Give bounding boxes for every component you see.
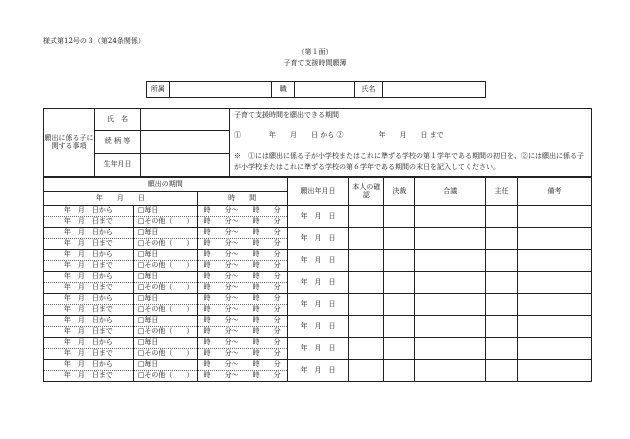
relation-label: 続 柄 等 (95, 131, 141, 154)
row-decision[interactable] (384, 272, 415, 294)
table-row (44, 206, 592, 217)
rank-field[interactable] (295, 82, 355, 98)
eligible-period-note: ※ ①には願出に係る子が小学校またはこれに準ずる学校の第１学年である期間の初日を、②には願出に係る子が小学校またはこれに準ずる学校の第６学年である期間の末日を記入してください。 (234, 152, 584, 171)
table-row (44, 272, 592, 283)
every-day-checkbox[interactable]: □毎日 (133, 206, 197, 217)
row-confirm[interactable] (349, 338, 384, 360)
row-time-1[interactable]: 時 分～ 時 分 (197, 338, 287, 349)
row-time-2[interactable]: 時 分～ 時 分 (197, 349, 287, 360)
rank-label: 職 (272, 82, 295, 98)
row-confirm[interactable] (349, 206, 384, 228)
child-info-section (43, 108, 592, 177)
child-name-label: 氏 名 (95, 109, 141, 131)
row-time-1[interactable]: 時 分～ 時 分 (197, 272, 287, 283)
eligible-period-box (230, 109, 592, 177)
relation-field[interactable] (141, 131, 230, 154)
date-header: 年 月 日 (44, 192, 198, 206)
row-consult[interactable] (415, 250, 486, 272)
row-to-date[interactable]: 年 月 日まで (44, 283, 134, 294)
row-confirm[interactable] (349, 250, 384, 272)
form-id: 様式第12号の３（第24条関係） (43, 37, 145, 45)
every-day-checkbox[interactable]: □毎日 (133, 316, 197, 327)
row-to-date[interactable]: 年 月 日まで (44, 261, 134, 272)
row-decision[interactable] (384, 294, 415, 316)
row-consult[interactable] (415, 272, 486, 294)
row-time-1[interactable]: 時 分～ 時 分 (197, 316, 287, 327)
row-remarks[interactable] (518, 206, 592, 228)
confirm-header: 本人の確 認 (349, 178, 384, 206)
other-checkbox[interactable]: □その他（ ） (133, 261, 197, 272)
page-number: （第１面） (297, 48, 333, 56)
row-time-2[interactable]: 時 分～ 時 分 (197, 327, 287, 338)
row-chief[interactable] (486, 206, 518, 228)
row-filed-date[interactable]: 年 月 日 (287, 228, 349, 250)
eligible-period-line[interactable]: ① 年 月 日 から ② 年 月 日 まで (234, 130, 444, 139)
remarks-header: 備考 (518, 178, 592, 206)
other-checkbox[interactable]: □その他（ ） (133, 283, 197, 294)
row-to-date[interactable]: 年 月 日まで (44, 217, 134, 228)
row-confirm[interactable] (349, 294, 384, 316)
document-title: 子育て支援時間願簿 (283, 59, 347, 67)
row-time-1[interactable]: 時 分～ 時 分 (197, 294, 287, 305)
dept-label: 所属 (147, 82, 170, 98)
consult-header: 合議 (415, 178, 486, 206)
row-filed-date[interactable]: 年 月 日 (287, 294, 349, 316)
row-remarks[interactable] (518, 338, 592, 360)
row-filed-date[interactable]: 年 月 日 (287, 250, 349, 272)
row-remarks[interactable] (518, 294, 592, 316)
table-row (44, 228, 592, 239)
row-time-1[interactable]: 時 分～ 時 分 (197, 250, 287, 261)
row-from-date[interactable]: 年 月 日から (44, 228, 134, 239)
row-time-2[interactable]: 時 分～ 時 分 (197, 239, 287, 250)
row-confirm[interactable] (349, 316, 384, 338)
row-remarks[interactable] (518, 360, 592, 382)
dept-field[interactable] (169, 82, 272, 98)
row-to-date[interactable]: 年 月 日まで (44, 327, 134, 338)
row-from-date[interactable]: 年 月 日から (44, 272, 134, 283)
row-chief[interactable] (486, 338, 518, 360)
row-consult[interactable] (415, 294, 486, 316)
row-time-2[interactable]: 時 分～ 時 分 (197, 217, 287, 228)
row-chief[interactable] (486, 250, 518, 272)
row-to-date[interactable]: 年 月 日まで (44, 239, 134, 250)
decision-header: 決裁 (384, 178, 415, 206)
row-time-2[interactable]: 時 分～ 時 分 (197, 371, 287, 382)
other-checkbox[interactable]: □その他（ ） (133, 239, 197, 250)
other-checkbox[interactable]: □その他（ ） (133, 371, 197, 382)
name-field[interactable] (383, 82, 486, 98)
row-time-2[interactable]: 時 分～ 時 分 (197, 283, 287, 294)
name-label: 氏名 (354, 82, 383, 98)
other-checkbox[interactable]: □その他（ ） (133, 349, 197, 360)
row-consult[interactable] (415, 316, 486, 338)
row-consult[interactable] (415, 360, 486, 382)
row-to-date[interactable]: 年 月 日まで (44, 371, 134, 382)
row-filed-date[interactable]: 年 月 日 (287, 338, 349, 360)
eligible-period-title: 子育て支援時間を願出できる期間 (234, 111, 339, 119)
birthdate-label: 生年月日 (95, 154, 141, 177)
every-day-checkbox[interactable]: □毎日 (133, 294, 197, 305)
row-time-2[interactable]: 時 分～ 時 分 (197, 305, 287, 316)
row-from-date[interactable]: 年 月 日から (44, 206, 134, 217)
child-name-field[interactable] (141, 109, 230, 131)
row-to-date[interactable]: 年 月 日まで (44, 305, 134, 316)
row-decision[interactable] (384, 360, 415, 382)
row-confirm[interactable] (349, 228, 384, 250)
child-group-label: 願出に係る子に関する事項 (44, 109, 95, 177)
application-table (43, 177, 592, 382)
table-row (44, 250, 592, 261)
row-remarks[interactable] (518, 316, 592, 338)
other-checkbox[interactable]: □その他（ ） (133, 327, 197, 338)
row-time-1[interactable]: 時 分～ 時 分 (197, 206, 287, 217)
row-consult[interactable] (415, 228, 486, 250)
row-time-2[interactable]: 時 分～ 時 分 (197, 261, 287, 272)
row-from-date[interactable]: 年 月 日から (44, 294, 134, 305)
row-confirm[interactable] (349, 360, 384, 382)
table-row (44, 360, 592, 371)
every-day-checkbox[interactable]: □毎日 (133, 228, 197, 239)
row-decision[interactable] (384, 250, 415, 272)
row-remarks[interactable] (518, 250, 592, 272)
time-header: 時 間 (197, 192, 287, 206)
row-from-date[interactable]: 年 月 日から (44, 316, 134, 327)
row-filed-date[interactable]: 年 月 日 (287, 316, 349, 338)
row-consult[interactable] (415, 206, 486, 228)
row-confirm[interactable] (349, 272, 384, 294)
every-day-checkbox[interactable]: □毎日 (133, 360, 197, 371)
chief-header: 主任 (486, 178, 518, 206)
every-day-checkbox[interactable]: □毎日 (133, 272, 197, 283)
row-consult[interactable] (415, 338, 486, 360)
table-row (44, 316, 592, 327)
row-filed-date[interactable]: 年 月 日 (287, 360, 349, 382)
filed-date-header: 願出年月日 (287, 178, 349, 206)
application-rows (44, 206, 592, 382)
row-chief[interactable] (486, 228, 518, 250)
every-day-checkbox[interactable]: □毎日 (133, 338, 197, 349)
other-checkbox[interactable]: □その他（ ） (133, 217, 197, 228)
row-remarks[interactable] (518, 272, 592, 294)
row-chief[interactable] (486, 272, 518, 294)
table-row (44, 294, 592, 305)
row-chief[interactable] (486, 316, 518, 338)
row-filed-date[interactable]: 年 月 日 (287, 206, 349, 228)
row-time-1[interactable]: 時 分～ 時 分 (197, 228, 287, 239)
other-checkbox[interactable]: □その他（ ） (133, 305, 197, 316)
row-filed-date[interactable]: 年 月 日 (287, 272, 349, 294)
period-header: 願出の期間 (44, 178, 288, 192)
table-row (44, 338, 592, 349)
row-decision[interactable] (384, 316, 415, 338)
applicant-info-bar (146, 81, 486, 98)
every-day-checkbox[interactable]: □毎日 (133, 250, 197, 261)
row-from-date[interactable]: 年 月 日から (44, 360, 134, 371)
row-from-date[interactable]: 年 月 日から (44, 250, 134, 261)
row-chief[interactable] (486, 360, 518, 382)
row-decision[interactable] (384, 228, 415, 250)
row-remarks[interactable] (518, 228, 592, 250)
birthdate-field[interactable] (141, 154, 230, 177)
row-decision[interactable] (384, 206, 415, 228)
row-to-date[interactable]: 年 月 日まで (44, 349, 134, 360)
row-chief[interactable] (486, 294, 518, 316)
row-time-1[interactable]: 時 分～ 時 分 (197, 360, 287, 371)
row-decision[interactable] (384, 338, 415, 360)
row-from-date[interactable]: 年 月 日から (44, 338, 134, 349)
